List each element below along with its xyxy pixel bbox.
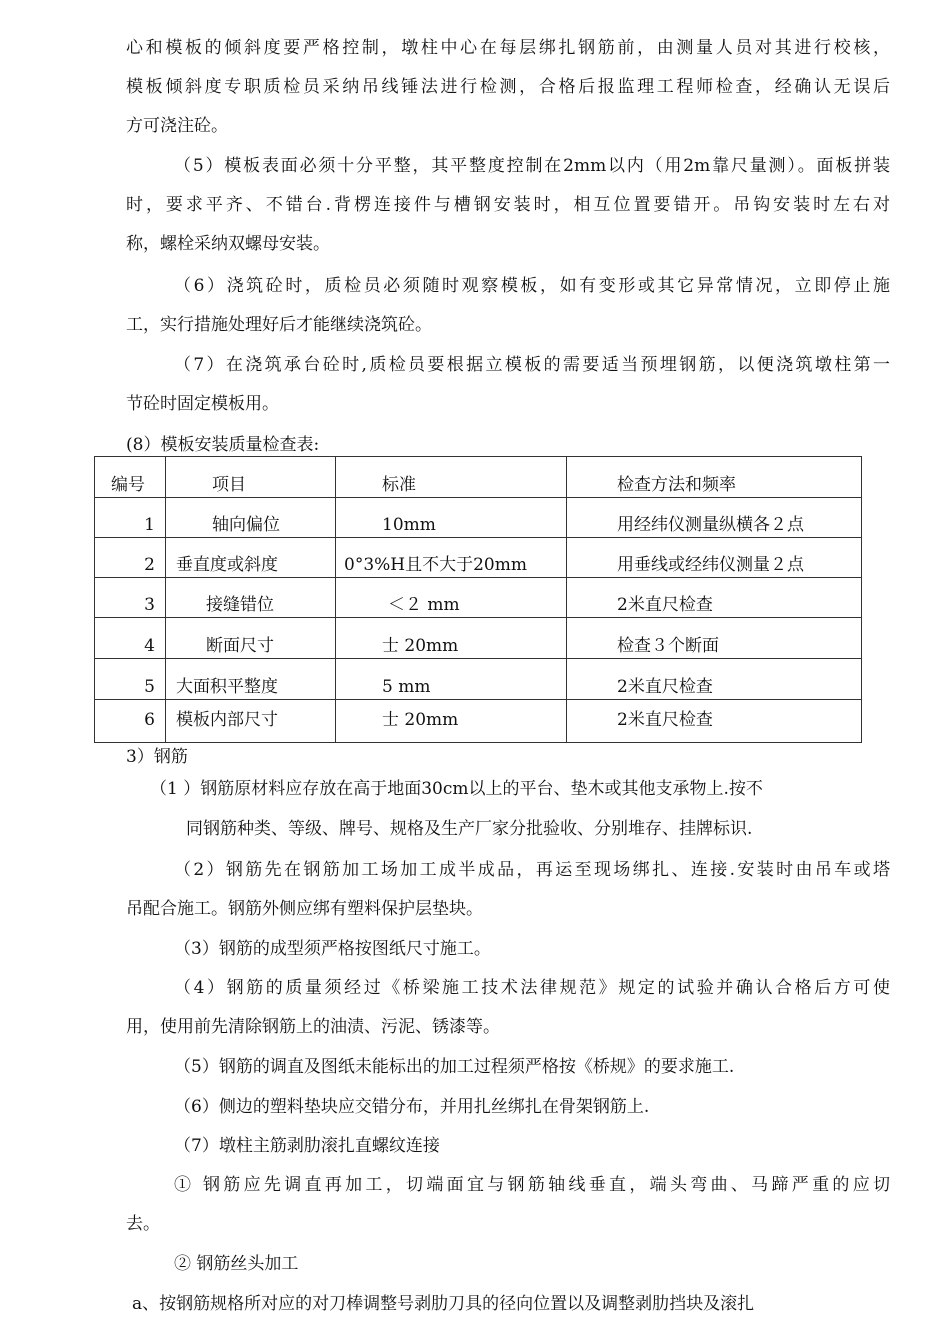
paragraph-line: 吊配合施工。钢筋外侧应绑有塑料保护层垫块。 xyxy=(126,899,483,919)
table-row xyxy=(95,700,862,743)
paragraph-line: 同钢筋种类、等级、牌号、规格及生产厂家分批验收、分别堆存、挂牌标识. xyxy=(186,819,753,839)
paragraph-line: （6）侧边的塑料垫块应交错分布，并用扎丝绑扎在骨架钢筋上. xyxy=(174,1097,650,1117)
row-check-method: 用经纬仪测量纵横各２点 xyxy=(567,498,862,538)
row-standard: 士 20mm xyxy=(336,618,567,659)
paragraph-line: （5）钢筋的调直及图纸未能标出的加工过程须严格按《桥规》的要求施工. xyxy=(174,1057,735,1077)
paragraph-line: （1 ）钢筋原材料应存放在高于地面30cm以上的平台、垫木或其他支承物上.按不 xyxy=(150,779,763,799)
paragraph-line: 节砼时固定模板用。 xyxy=(126,394,279,414)
header-no: 编号 xyxy=(95,457,166,498)
paragraph-line: （2）钢筋先在钢筋加工场加工成半成品，再运至现场绑扎、连接.安装时由吊车或塔 xyxy=(174,860,890,880)
paragraph-line: ② 钢筋丝头加工 xyxy=(174,1254,299,1274)
table-header-row xyxy=(95,457,862,498)
header-check-method: 检查方法和频率 xyxy=(567,457,862,498)
header-standard: 标准 xyxy=(336,457,567,498)
row-item: 轴向偏位 xyxy=(166,498,336,538)
row-no: 2 xyxy=(95,538,166,578)
table-row xyxy=(95,618,862,659)
table-row xyxy=(95,498,862,538)
table-title: (8）模板安装质量检查表: xyxy=(126,435,320,455)
paragraph-line: （3）钢筋的成型须严格按图纸尺寸施工。 xyxy=(174,939,491,959)
row-no: 3 xyxy=(95,578,166,618)
paragraph-line: 去。 xyxy=(126,1214,160,1234)
paragraph-line: （7）墩柱主筋剥肋滚扎直螺纹连接 xyxy=(174,1136,440,1156)
row-check-method: 用垂线或经纬仪测量２点 xyxy=(567,538,862,578)
row-check-method: 2米直尺检查 xyxy=(567,700,862,743)
paragraph-line: 时，要求平齐、不错台.背楞连接件与槽钢安装时，相互位置要错开。吊钩安装时左右对 xyxy=(126,195,890,215)
row-no: 5 xyxy=(95,659,166,700)
paragraph-line: （7）在浇筑承台砼时,质检员要根据立模板的需要适当预埋钢筋，以便浇筑墩柱第一 xyxy=(174,355,890,375)
row-item: 大面积平整度 xyxy=(166,659,336,700)
row-no: 4 xyxy=(95,618,166,659)
paragraph-line: a、按钢筋规格所对应的对刀棒调整号剥肋刀具的径向位置以及调整剥肋挡块及滚扎 xyxy=(132,1294,755,1314)
row-standard: 10mm xyxy=(336,498,567,538)
row-item: 垂直度或斜度 xyxy=(166,538,336,578)
row-item: 模板内部尺寸 xyxy=(166,700,336,743)
paragraph-line: 称，螺栓采纳双螺母安装。 xyxy=(126,234,330,254)
table-row xyxy=(95,538,862,578)
paragraph-line: 模板倾斜度专职质检员采纳吊线锤法进行检测，合格后报监理工程师检查，经确认无误后 xyxy=(126,77,890,97)
row-standard: 0°3%H且不大于20mm xyxy=(336,538,567,578)
row-check-method: 2米直尺检查 xyxy=(567,659,862,700)
row-check-method: 2米直尺检查 xyxy=(567,578,862,618)
row-no: 6 xyxy=(95,700,166,743)
row-standard: ＜２ mm xyxy=(336,578,567,618)
table-row xyxy=(95,659,862,700)
row-standard: 5 mm xyxy=(336,659,567,700)
row-no: 1 xyxy=(95,498,166,538)
row-standard: 士 20mm xyxy=(336,700,567,743)
row-item: 断面尺寸 xyxy=(166,618,336,659)
paragraph-line: 方可浇注砼。 xyxy=(126,116,228,136)
paragraph-line: （4）钢筋的质量须经过《桥梁施工技术法律规范》规定的试验并确认合格后方可使 xyxy=(174,978,890,998)
table-row xyxy=(95,578,862,618)
quality-check-table xyxy=(94,456,862,743)
paragraph-line: （5）模板表面必须十分平整，其平整度控制在2mm以内（用2m靠尺量测）。面板拼装 xyxy=(174,156,890,176)
paragraph-line: （6）浇筑砼时，质检员必须随时观察模板，如有变形或其它异常情况，立即停止施 xyxy=(174,276,890,296)
row-check-method: 检查３个断面 xyxy=(567,618,862,659)
paragraph-line: 用，使用前先清除钢筋上的油渍、污泥、锈漆等。 xyxy=(126,1017,500,1037)
paragraph-line: 工，实行措施处理好后才能继续浇筑砼。 xyxy=(126,315,432,335)
header-item: 项目 xyxy=(166,457,336,498)
section-heading: 3）钢筋 xyxy=(126,747,188,767)
paragraph-line: ① 钢筋应先调直再加工，切端面宜与钢筋轴线垂直，端头弯曲、马蹄严重的应切 xyxy=(174,1175,890,1195)
paragraph-line: 心和模板的倾斜度要严格控制，墩柱中心在每层绑扎钢筋前，由测量人员对其进行校核， xyxy=(126,38,890,58)
row-item: 接缝错位 xyxy=(166,578,336,618)
